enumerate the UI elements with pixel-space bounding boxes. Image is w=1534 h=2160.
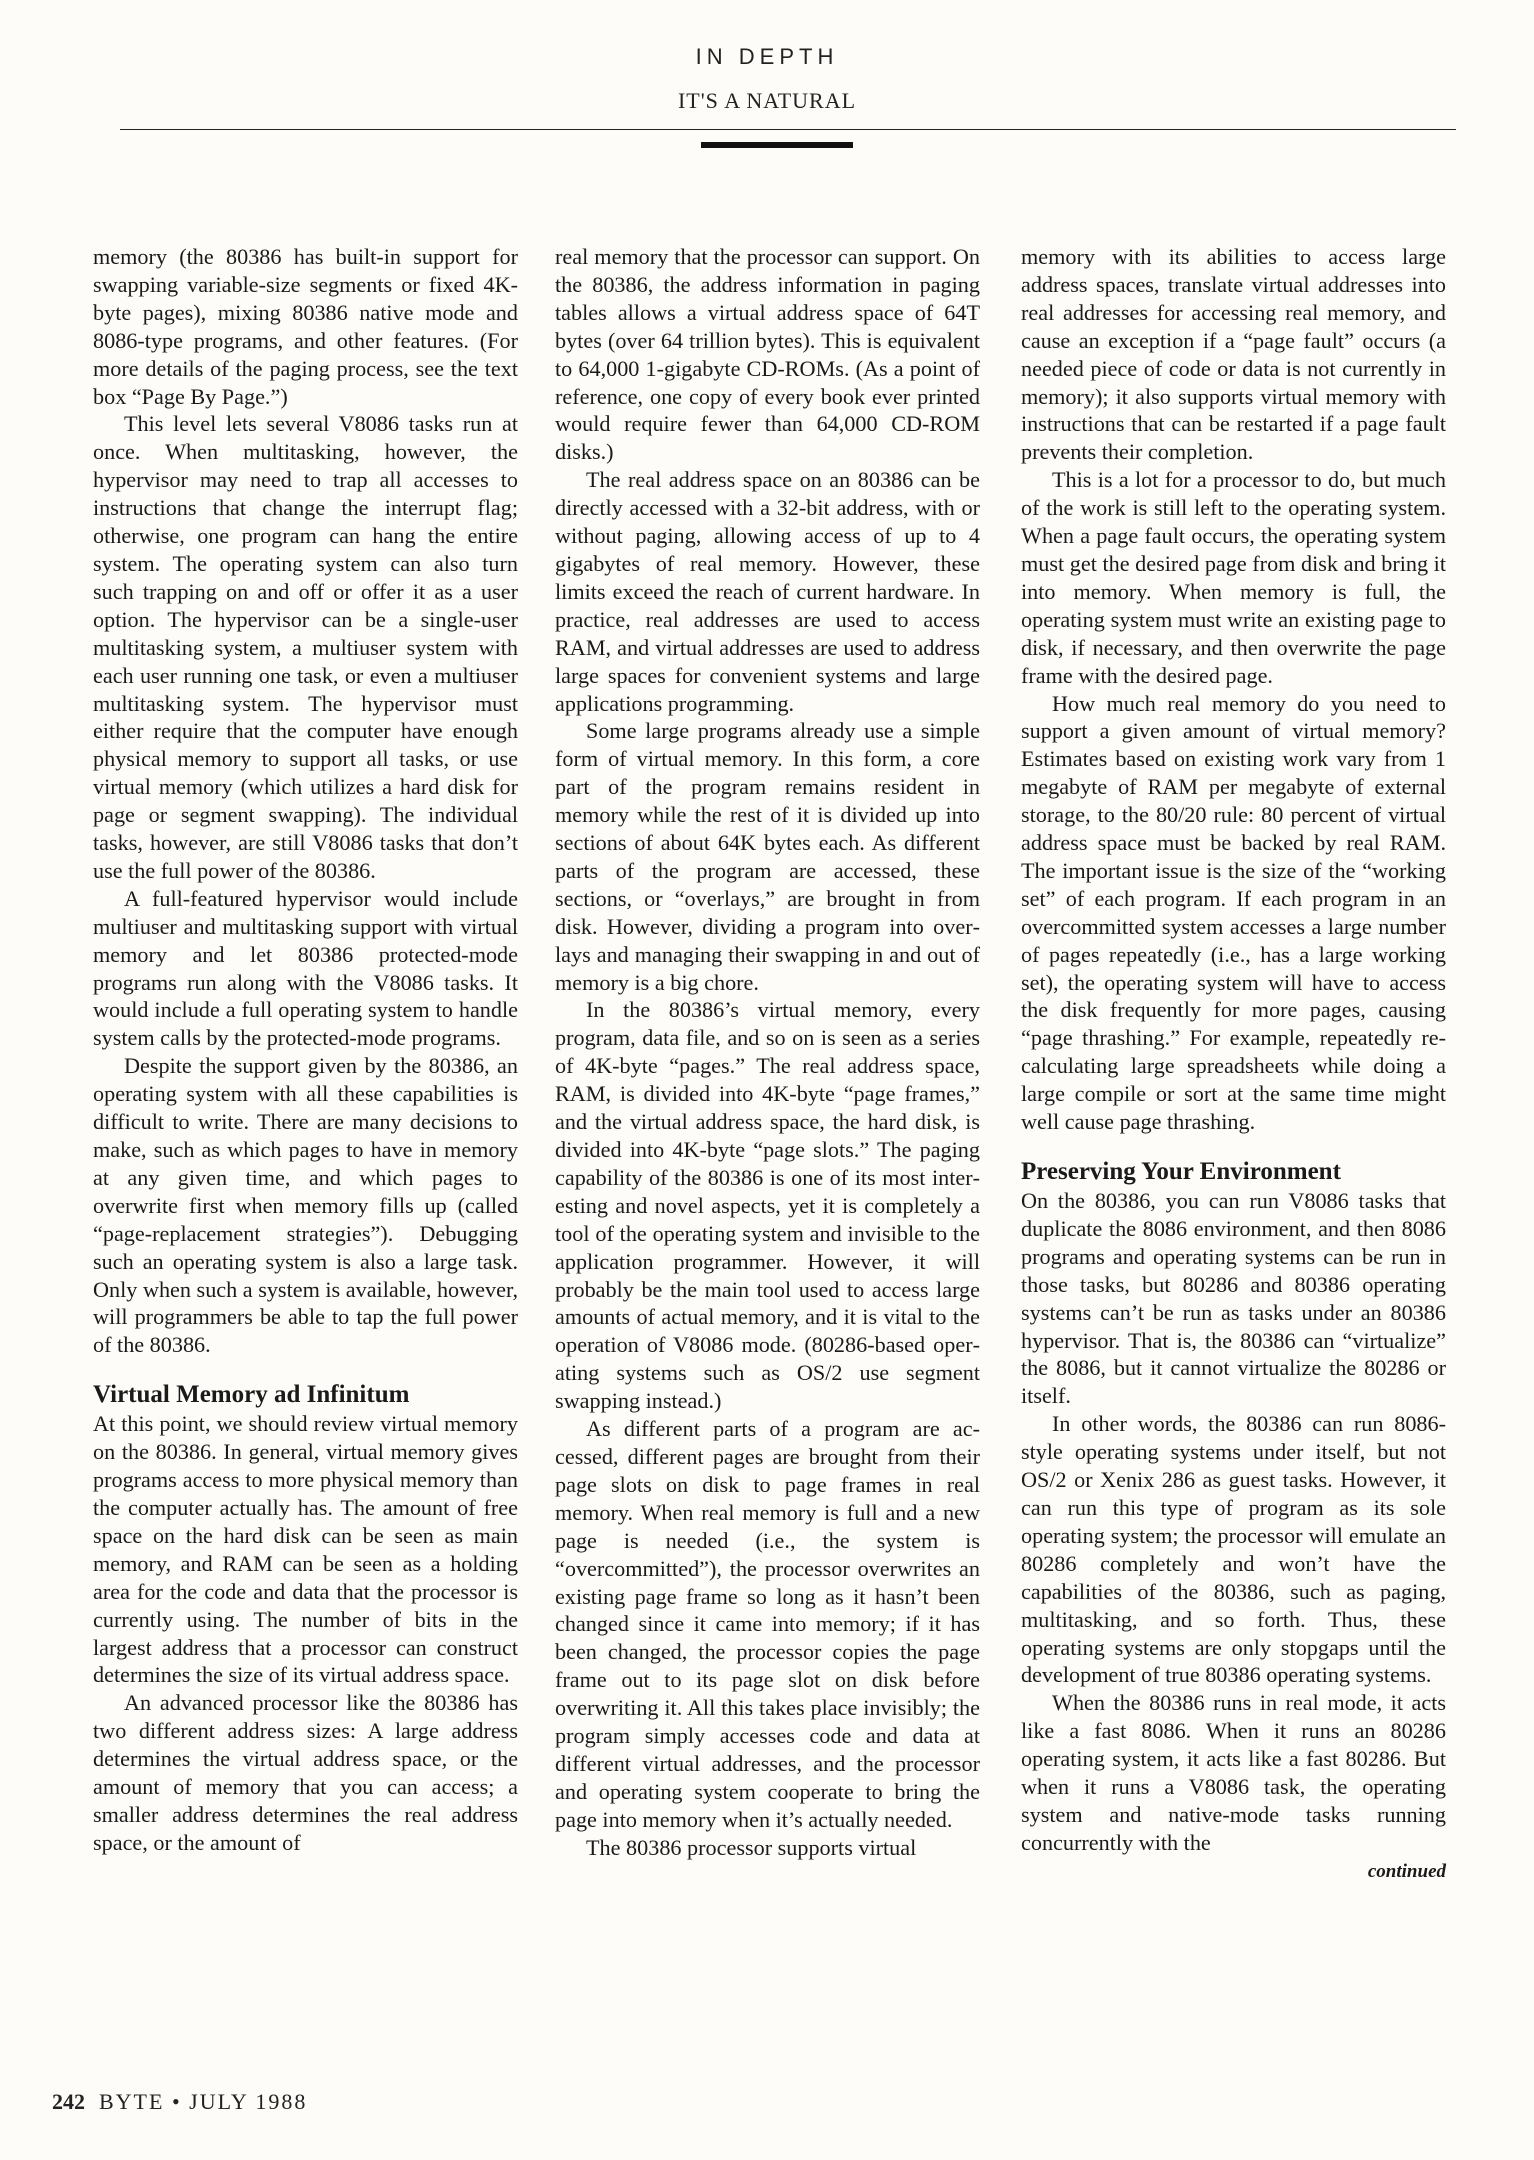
paragraph: The real address space on an 80386 can be directly accessed with a 32-bit address, with or without paging, allowing access of up to 4 gigabytes of real memory. However, these limits exceed the reach of current hardware. In practice, real addresses are used to access RAM, and virtual addresses are used to address large spaces for convenient systems and large applications programming.: [555, 467, 980, 716]
paragraph: This level lets several V8086 tasks run at once. When multitasking, however, the hypervisor may need to trap all accesses to instructions that change the interrupt flag; otherwise, one program can hang the entire system. The operating system can also turn such trapping on and off or offer it as a user option. The hypervisor can be a single-user multitasking system, a multiuser system with each user running one task, or even a multiuser multitasking system. The hypervisor must either require that the computer have enough physical memory to support all tasks, or use virtual memory (which utilizes a hard disk for page or segment swapping). The individual tasks, however, are still V8086 tasks that don’t use the full power of the 80386.: [93, 411, 518, 883]
continued-label: continued: [1367, 1860, 1446, 1882]
column-1: [93, 243, 518, 1857]
page-footer: [52, 2089, 307, 2115]
section-heading: Preserving Your Environment: [1021, 1158, 1341, 1185]
paragraph: memory with its abilities to access large address spaces, translate virtual addresses into real addresses for accessing real memory, and cause an exception if a “page fault” occurs (a needed piece of code or data is not currently in memory); it also supports virtual memory with instructions that can be restarted if a page fault prevents their completion.: [1021, 244, 1446, 465]
header-rule: [120, 129, 1456, 130]
section-heading: Virtual Memory ad Infinitum: [93, 1381, 410, 1409]
paragraph: How much real memory do you need to support a given amount of virtual memory? Estimates based on existing work vary from 1 megabyte of RAM per megabyte of external storage, to the 80/20 rule: 80 percent of virtual address space must be backed by real RAM. The important issue is the size of the “working set” of each program. If each program in an overcommitted system accesses a large number of pages repeatedly (i.e., has a large working set), the operating system will have to access the disk frequently for more pages, causing “page thrashing.” For example, repeatedly recalculating large spreadsheets while doing a large compile or sort at the same time might well cause page thrashing.: [1021, 690, 1446, 1135]
paragraph: As different parts of a program are accessed, different pages are brought from their page slots on disk to page frames in real memory. When real memory is full and a new page is needed (i.e., the system is “overcommitted”), the processor overwrites an existing page frame so long as it hasn’t been changed since it came into memory; if it has been changed, the processor copies the page frame out to its page slot on disk before overwriting it. All this takes place invisibly; the program simply accesses code and data at different virtual addresses, and the processor and operating system cooperate to bring the page into memory when it’s actually needed.: [555, 1416, 980, 1832]
paragraph: An advanced processor like the 80386 has two different address sizes: A large address determines the virtual address space, or the amount of memory that you can access; a smaller address determines the real address space, or the amount of: [93, 1690, 518, 1855]
paragraph: In other words, the 80386 can run 8086-style operating systems under itself, but not OS/2 or Xenix 286 as guest tasks. However, it can run this type of program as its sole operating system; the processor will emulate an 80286 completely and won’t have the capabilities of the 80386, such as paging, multitasking, and so forth. Thus, these operating systems are only stopgaps until the development of true 80386 operating systems.: [1021, 1411, 1446, 1688]
paragraph: Despite the support given by the 80386, an operating system with all these capabilities is difficult to write. There are many decisions to make, such as which pages to have in memory at any given time, and which pages to overwrite first when memory fills up (called “page-replacement strategies”). Debugging such an operating system is also a large task. Only when such a system is available, however, will programmers be able to tap the full power of the 80386.: [93, 1053, 518, 1358]
paragraph: A full-featured hypervisor would include multiuser and multitasking support with virtual memory and let 80386 protected-mode programs run along with the V8086 tasks. It would include a full operating system to handle system calls by the protected-mode programs.: [93, 885, 518, 1051]
article-title: IT'S A NATURAL: [677, 88, 857, 113]
paragraph: At this point, we should review virtual memory on the 80386. In general, virtual memory gives programs access to more physical memory than the computer actually has. The amount of free space on the hard disk can be seen as main memory, and RAM can be seen as a holding area for the code and data that the processor is currently using. The number of bits in the largest address that a processor can construct determines the size of its virtual address space.: [93, 1411, 518, 1688]
paragraph: When the 80386 runs in real mode, it acts like a fast 8086. When it runs an 80286 operating system, it acts like a fast 80286. But when it runs a V8086 task, the operating system and native-mode tasks running concurrently with the: [1021, 1690, 1446, 1855]
paragraph: This is a lot for a processor to do, but much of the work is still left to the operating system. When a page fault occurs, the operating system must get the desired page from disk and bring it into memory. When memory is full, the operating system must write an existing page to disk, if necessary, and then overwrite the page frame with the desired page.: [1021, 467, 1446, 688]
paragraph: In the 80386’s virtual memory, every program, data file, and so on is seen as a series of 4K-byte “pages.” The real address space, RAM, is divided into 4K-byte “page frames,” and the virtual address space, the hard disk, is divided into 4K-byte “page slots.” The paging capability of the 80386 is one of its most interesting and novel aspects, yet it is completely a tool of the operating system and invisible to the application programmer. However, it will probably be the main tool used to access large amounts of actual memory, and it is vital to the operation of V8086 mode. (80286-based operating systems such as OS/2 use segment swapping instead.): [555, 997, 980, 1414]
column-3: [1021, 243, 1446, 1885]
paragraph: Some large programs already use a simple form of virtual memory. In this form, a core part of the program remains resident in memory while the rest of it is divided up into sections of about 64K bytes each. As different parts of the program are accessed, these sections, or “overlays,” are brought in from disk. However, dividing a program into overlays and managing their swapping in and out of memory is a big chore.: [555, 718, 980, 995]
paragraph: On the 80386, you can run V8086 tasks that duplicate the 8086 environment, and then 8086 programs and operating systems can be run in those tasks, but 80286 and 80386 operating systems can’t be run as tasks under an 80386 hypervisor. That is, the 80386 can “virtualize” the 8086, but it cannot virtualize the 80286 or itself.: [1021, 1188, 1446, 1409]
paragraph: real memory that the processor can support. On the 80386, the address information in paging tables allows a virtual address space of 64T bytes (over 64 trillion bytes). This is equivalent to 64,000 1-gigabyte CD-ROMs. (As a point of reference, one copy of every book ever printed would require fewer than 64,000 CD-ROM disks.): [555, 244, 980, 465]
column-2: [555, 243, 980, 1862]
publication-info: BYTE • JULY 1988: [99, 2089, 308, 2114]
header-bar: [701, 142, 853, 148]
section-label: IN DEPTH: [695, 44, 839, 69]
paragraph: The 80386 processor supports virtual: [586, 1834, 917, 1860]
paragraph: memory (the 80386 has built-in support for swapping variable-size segments or fixed 4K-byte pages), mixing 80386 native mode and 8086-type programs, and other features. (For more details of the paging process, see the text box “Page By Page.”): [93, 244, 518, 409]
page-number: 242: [52, 2089, 85, 2114]
